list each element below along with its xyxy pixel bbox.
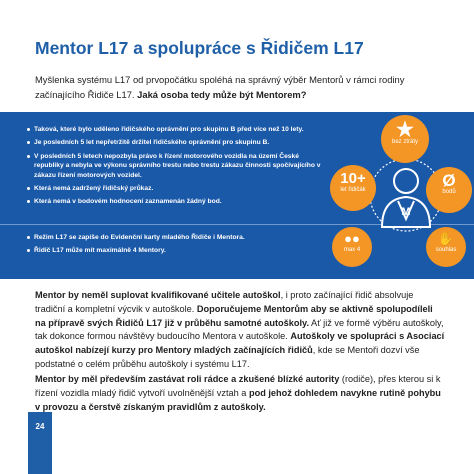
- paragraph-mentor-role: [35, 289, 445, 372]
- criteria-item: V posledních 5 letech nepozbyla právo k řízení motorového vozidla na území České republiky a nebyla ve výkonu správního trestu nebo trestu zákazu činnosti spočívajícího v zákazu řízení motorových vozidel.: [27, 152, 327, 180]
- badge-no-loss: [381, 115, 429, 163]
- badge-points-value: Ø: [442, 171, 456, 190]
- criteria-item: Která nemá zadržený řidičský průkaz.: [27, 184, 327, 193]
- badge-points: [426, 167, 472, 213]
- intro-text: Myšlenka systému L17 od prvopočátku spoléhá na správný výběr Mentorů v rámci rodiny začínajícího Řidiče L17.: [35, 74, 405, 100]
- p1-bold-a: Mentor by neměl suplovat kvalifikované učitele autoškol: [35, 290, 281, 300]
- badge-no-loss-label: bez ztráty: [391, 139, 418, 145]
- badge-points-label: bodů: [442, 189, 456, 195]
- badge-years-label: let řidičák: [340, 187, 366, 193]
- p1-bold-c: Doporučujeme Mentorům aby se aktivně spolupodíleli na přípravě svých Řidičů L17 již v průběhu samotné autoškoly.: [35, 303, 433, 328]
- badge-consent-label: souhlas: [435, 247, 457, 253]
- page-title: Mentor L17 a spolupráce s Řidičem L17: [35, 38, 364, 58]
- badge-max-mentors-label: max 4: [343, 247, 361, 253]
- criteria-item: Která nemá v bodovém hodnocení zaznamenán žádný bod.: [27, 197, 327, 206]
- intro-paragraph: [35, 72, 445, 102]
- mentor-person-icon: [382, 169, 430, 227]
- p2-text-b: (rodiče), přes kterou si k řízení vozidla mladý řidič vytvoří uvolněnější vztah a: [35, 374, 441, 398]
- handshake-icon: ✋: [437, 231, 455, 246]
- p1-bold-e: Autoškoly ve spolupráci s Asociací autoškol nabízejí kurzy pro Mentory mladých začínajících řidičů: [35, 331, 445, 356]
- p1-text-b: , i proto začínající řidič absolvuje tradiční a kompletní výcvik v autoškole.: [35, 290, 414, 314]
- p1-text-d: Ať již ve formě výběru autoškoly, tak dokonce formou návštěvy budoucího Mentora v autoškole.: [35, 317, 444, 342]
- badge-max-mentors: [332, 227, 372, 267]
- star-icon: ★: [396, 119, 414, 141]
- p1-text-f: , kde se Mentoři dozví vše podstatné o celém průběhu autoškoly i systému L17.: [35, 345, 420, 369]
- criteria-list: [27, 125, 327, 211]
- badge-consent: [426, 227, 466, 267]
- mentor-infographic: [330, 115, 474, 277]
- badge-years-value: 10+: [340, 170, 366, 187]
- rules-item: Řidič L17 může mít maximálně 4 Mentory.: [27, 246, 327, 255]
- p2-bold-c: pod jehož dohledem navykne rutině pohybu v provozu a čerstvě získaným pravidlům z autoškoly.: [35, 387, 441, 412]
- page-number: 24: [28, 412, 52, 474]
- rules-item: Režim L17 se zapíše do Evidenční karty mladého Řidiče i Mentora.: [27, 233, 327, 242]
- badge-years: [330, 165, 376, 211]
- rules-list: [27, 233, 327, 260]
- paragraph-mentor-authority: [35, 373, 445, 414]
- group-icon: ●●: [344, 231, 360, 246]
- svg-text:M: M: [401, 206, 411, 218]
- criteria-item: Taková, které bylo uděleno řidičského oprávnění pro skupinu B před více než 10 lety.: [27, 125, 327, 134]
- intro-question: Jaká osoba tedy může být Mentorem?: [134, 89, 307, 100]
- p2-bold-a: Mentor by měl především zastávat roli rádce a zkušené blízké autority: [35, 374, 340, 384]
- criteria-item: Je posledních 5 let nepřetržitě držitel řidičského oprávnění pro skupinu B.: [27, 138, 327, 147]
